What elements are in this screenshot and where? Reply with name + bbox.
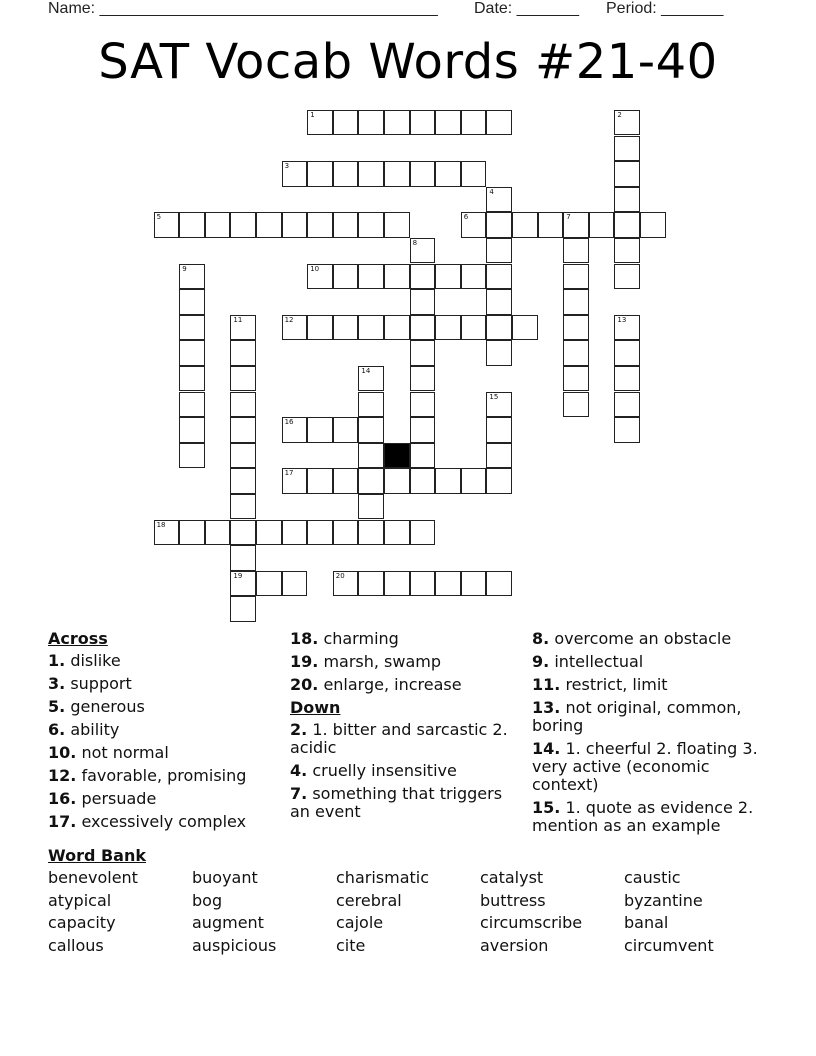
grid-cell[interactable] <box>410 161 436 187</box>
grid-cell[interactable] <box>410 468 436 494</box>
grid-cell[interactable] <box>486 468 512 494</box>
grid-cell[interactable] <box>333 264 359 290</box>
grid-cell[interactable] <box>179 315 205 341</box>
clue-number: 12 <box>284 315 294 324</box>
grid-cell[interactable] <box>256 212 282 238</box>
grid-cell[interactable] <box>230 366 256 392</box>
clue-number: 11. <box>532 675 561 694</box>
grid-cell[interactable] <box>230 443 256 469</box>
word-bank-item: caustic <box>624 868 681 887</box>
grid-cell[interactable] <box>205 212 231 238</box>
grid-cell[interactable] <box>333 110 359 136</box>
grid-cell[interactable] <box>486 571 512 597</box>
grid-cell[interactable] <box>614 212 640 238</box>
grid-cell[interactable] <box>614 417 640 443</box>
grid-cell[interactable] <box>358 571 384 597</box>
grid-cell[interactable] <box>614 315 640 341</box>
grid-cell[interactable] <box>333 468 359 494</box>
word-bank <box>48 846 768 955</box>
clue-number: 14. <box>532 739 561 758</box>
grid-cell[interactable] <box>461 110 487 136</box>
clue-number: 19. <box>290 652 319 671</box>
grid-cell[interactable] <box>486 417 512 443</box>
grid-cell[interactable] <box>358 264 384 290</box>
grid-cell[interactable] <box>307 520 333 546</box>
clue-text: overcome an obstacle <box>554 629 732 648</box>
grid-cell[interactable] <box>358 417 384 443</box>
clue-number: 20. <box>290 675 319 694</box>
grid-cell[interactable] <box>410 340 436 366</box>
grid-cell[interactable] <box>563 366 589 392</box>
grid-cell[interactable] <box>486 187 512 213</box>
black-cell <box>384 443 410 469</box>
clue-number: 16 <box>284 418 294 427</box>
clue-number: 12. <box>48 766 77 785</box>
word-bank-list <box>48 868 768 955</box>
word-bank-item: cerebral <box>336 890 402 910</box>
grid-cell[interactable] <box>358 161 384 187</box>
grid-cell[interactable] <box>410 110 436 136</box>
grid-cell[interactable] <box>486 212 512 238</box>
clue-number: 2. <box>290 720 308 739</box>
across-clue-list <box>48 652 288 831</box>
clue-number: 5 <box>156 213 162 222</box>
date-field-label[interactable]: Date: _______ <box>474 0 579 17</box>
grid-cell[interactable] <box>230 212 256 238</box>
clue-text: cruelly insensitive <box>312 761 457 780</box>
word-bank-item: capacity <box>48 913 116 932</box>
word-bank-item: circumvent <box>624 935 714 955</box>
word-bank-item: catalyst <box>480 868 544 887</box>
down-heading: Down <box>290 698 341 717</box>
grid-cell[interactable] <box>435 468 461 494</box>
clue-item <box>48 767 288 785</box>
clue-number: 2 <box>617 110 622 119</box>
grid-cell[interactable] <box>358 392 384 418</box>
grid-cell[interactable] <box>256 520 282 546</box>
clue-item <box>290 785 520 821</box>
clue-text: persuade <box>81 789 157 808</box>
grid-cell[interactable] <box>307 417 333 443</box>
clues-column-1 <box>48 630 288 836</box>
name-field-label[interactable]: Name: ______________________________________ <box>48 0 438 17</box>
clue-item <box>290 653 520 671</box>
grid-cell[interactable] <box>154 212 180 238</box>
word-bank-item: bog <box>192 890 223 910</box>
grid-cell[interactable] <box>640 212 666 238</box>
page-title: SAT Vocab Words #21-40 <box>98 34 718 90</box>
clue-item <box>48 721 288 739</box>
grid-cell[interactable] <box>333 520 359 546</box>
grid-cell[interactable] <box>230 392 256 418</box>
grid-cell[interactable] <box>384 161 410 187</box>
clue-text: 1. cheerful 2. floating 3. very active (economic context) <box>532 739 758 794</box>
grid-cell[interactable] <box>486 238 512 264</box>
grid-cell[interactable] <box>512 212 538 238</box>
grid-cell[interactable] <box>282 571 308 597</box>
grid-cell[interactable] <box>230 596 256 622</box>
grid-cell[interactable] <box>461 161 487 187</box>
grid-cell[interactable] <box>384 520 410 546</box>
grid-cell[interactable] <box>435 571 461 597</box>
grid-cell[interactable] <box>614 110 640 136</box>
grid-cell[interactable] <box>410 392 436 418</box>
clue-number: 18 <box>156 520 166 529</box>
grid-cell[interactable] <box>435 264 461 290</box>
clue-item <box>532 740 768 794</box>
word-bank-item: aversion <box>480 935 549 955</box>
clue-number: 1. <box>48 651 66 670</box>
grid-cell[interactable] <box>179 417 205 443</box>
clue-item <box>532 653 768 671</box>
clue-item <box>290 762 520 780</box>
word-bank-item: atypical <box>48 890 112 910</box>
grid-cell[interactable] <box>384 110 410 136</box>
clue-number: 17 <box>284 469 294 478</box>
clue-item <box>532 630 768 648</box>
clues-column-2 <box>290 630 520 826</box>
clue-text: something that triggers an event <box>290 784 503 821</box>
grid-cell[interactable] <box>333 161 359 187</box>
clue-item <box>48 652 288 670</box>
clue-item <box>48 790 288 808</box>
word-bank-item: circumscribe <box>480 913 583 932</box>
grid-cell[interactable] <box>179 520 205 546</box>
grid-cell[interactable] <box>358 315 384 341</box>
word-bank-item: banal <box>624 913 669 932</box>
word-bank-item: buoyant <box>192 868 258 887</box>
grid-cell[interactable] <box>384 212 410 238</box>
grid-cell[interactable] <box>307 468 333 494</box>
grid-cell[interactable] <box>410 238 436 264</box>
grid-cell[interactable] <box>486 315 512 341</box>
grid-cell[interactable] <box>256 571 282 597</box>
grid-cell[interactable] <box>154 520 180 546</box>
clue-item <box>290 676 520 694</box>
clue-number: 9. <box>532 652 550 671</box>
grid-cell[interactable] <box>563 212 589 238</box>
grid-cell[interactable] <box>461 468 487 494</box>
grid-cell[interactable] <box>563 392 589 418</box>
word-bank-item: auspicious <box>192 935 277 955</box>
clue-number: 6. <box>48 720 66 739</box>
clue-text: 1. quote as evidence 2. mention as an example <box>532 798 754 835</box>
grid-cell[interactable] <box>410 366 436 392</box>
grid-cell[interactable] <box>179 443 205 469</box>
grid-cell[interactable] <box>461 315 487 341</box>
grid-cell[interactable] <box>410 443 436 469</box>
clue-text: ability <box>70 720 120 739</box>
word-bank-item: callous <box>48 935 104 955</box>
clue-number: 1 <box>310 110 315 119</box>
word-bank-item: benevolent <box>48 868 138 887</box>
grid-cell[interactable] <box>538 212 564 238</box>
grid-cell[interactable] <box>589 212 615 238</box>
grid-cell[interactable] <box>307 315 333 341</box>
word-bank-item: cajole <box>336 913 384 932</box>
grid-cell[interactable] <box>410 289 436 315</box>
grid-cell[interactable] <box>486 110 512 136</box>
grid-cell[interactable] <box>486 340 512 366</box>
grid-cell[interactable] <box>230 520 256 546</box>
clue-text: enlarge, increase <box>323 675 462 694</box>
word-bank-item: augment <box>192 913 264 932</box>
word-bank-heading: Word Bank <box>48 846 147 865</box>
grid-cell[interactable] <box>358 468 384 494</box>
grid-cell[interactable] <box>614 161 640 187</box>
grid-cell[interactable] <box>230 340 256 366</box>
grid-cell[interactable] <box>410 520 436 546</box>
clue-item <box>48 698 288 716</box>
grid-cell[interactable] <box>230 545 256 571</box>
grid-cell[interactable] <box>179 264 205 290</box>
grid-cell[interactable] <box>563 264 589 290</box>
clue-number: 6 <box>463 213 469 222</box>
grid-cell[interactable] <box>435 315 461 341</box>
grid-cell[interactable] <box>614 264 640 290</box>
grid-cell[interactable] <box>486 392 512 418</box>
grid-cell[interactable] <box>333 315 359 341</box>
grid-cell[interactable] <box>179 289 205 315</box>
grid-cell[interactable] <box>282 161 308 187</box>
grid-cell[interactable] <box>358 366 384 392</box>
clue-item <box>48 744 288 762</box>
grid-cell[interactable] <box>410 315 436 341</box>
clue-number: 3. <box>48 674 66 693</box>
clue-number: 9 <box>182 264 187 273</box>
clue-text: favorable, promising <box>81 766 247 785</box>
clue-number: 3 <box>284 162 290 171</box>
clue-number: 13. <box>532 698 561 717</box>
grid-cell[interactable] <box>179 212 205 238</box>
grid-cell[interactable] <box>358 443 384 469</box>
clues-column-3 <box>532 630 768 840</box>
grid-cell[interactable] <box>435 110 461 136</box>
grid-cell[interactable] <box>486 289 512 315</box>
word-bank-item: cite <box>336 935 366 955</box>
grid-cell[interactable] <box>614 136 640 162</box>
grid-cell[interactable] <box>179 366 205 392</box>
clue-text: excessively complex <box>81 812 247 831</box>
clue-number: 10 <box>310 264 320 273</box>
grid-cell[interactable] <box>563 315 589 341</box>
grid-cell[interactable] <box>486 264 512 290</box>
grid-cell[interactable] <box>282 212 308 238</box>
grid-cell[interactable] <box>410 264 436 290</box>
clue-text: support <box>70 674 132 693</box>
word-bank-item: charismatic <box>336 868 430 887</box>
clue-text: 1. bitter and sarcastic 2. acidic <box>290 720 508 757</box>
down-clue-list <box>290 721 520 821</box>
grid-cell[interactable] <box>358 494 384 520</box>
grid-cell[interactable] <box>205 520 231 546</box>
clue-number: 4 <box>489 187 494 196</box>
clue-text: not original, common, boring <box>532 698 742 735</box>
grid-cell[interactable] <box>230 315 256 341</box>
grid-cell[interactable] <box>563 340 589 366</box>
clue-text: intellectual <box>554 652 644 671</box>
down-clue-list-continued <box>532 630 768 835</box>
grid-cell[interactable] <box>358 520 384 546</box>
clue-text: restrict, limit <box>565 675 668 694</box>
grid-cell[interactable] <box>512 315 538 341</box>
grid-cell[interactable] <box>384 264 410 290</box>
grid-cell[interactable] <box>307 212 333 238</box>
clue-number: 20 <box>335 571 345 580</box>
grid-cell[interactable] <box>358 212 384 238</box>
word-bank-item: byzantine <box>624 890 703 910</box>
grid-cell[interactable] <box>461 212 487 238</box>
grid-cell[interactable] <box>384 468 410 494</box>
clue-item <box>290 630 520 648</box>
grid-cell[interactable] <box>384 571 410 597</box>
grid-cell[interactable] <box>435 161 461 187</box>
grid-cell[interactable] <box>614 340 640 366</box>
grid-cell[interactable] <box>614 187 640 213</box>
grid-cell[interactable] <box>563 289 589 315</box>
clue-number: 4. <box>290 761 308 780</box>
grid-cell[interactable] <box>282 520 308 546</box>
clue-number: 10. <box>48 743 77 762</box>
grid-cell[interactable] <box>230 494 256 520</box>
grid-cell[interactable] <box>384 315 410 341</box>
clue-number: 15. <box>532 798 561 817</box>
grid-cell[interactable] <box>333 212 359 238</box>
grid-cell[interactable] <box>333 571 359 597</box>
grid-cell[interactable] <box>307 161 333 187</box>
period-field-label[interactable]: Period: _______ <box>606 0 724 17</box>
grid-cell[interactable] <box>614 392 640 418</box>
grid-cell[interactable] <box>461 571 487 597</box>
clue-text: generous <box>70 697 145 716</box>
grid-cell[interactable] <box>486 443 512 469</box>
grid-cell[interactable] <box>461 264 487 290</box>
clue-text: not normal <box>81 743 169 762</box>
grid-cell[interactable] <box>410 417 436 443</box>
grid-cell[interactable] <box>282 468 308 494</box>
grid-cell[interactable] <box>307 264 333 290</box>
clue-item <box>48 813 288 831</box>
clue-number: 19 <box>233 571 243 580</box>
grid-cell[interactable] <box>179 340 205 366</box>
clue-number: 8. <box>532 629 550 648</box>
grid-cell[interactable] <box>307 110 333 136</box>
clue-text: dislike <box>70 651 121 670</box>
clue-number: 11 <box>233 315 243 324</box>
clue-number: 14 <box>361 366 371 375</box>
clue-number: 16. <box>48 789 77 808</box>
grid-cell[interactable] <box>282 315 308 341</box>
clue-number: 13 <box>617 315 627 324</box>
grid-cell[interactable] <box>563 238 589 264</box>
grid-cell[interactable] <box>410 571 436 597</box>
grid-cell[interactable] <box>333 417 359 443</box>
clue-item <box>532 699 768 735</box>
grid-cell[interactable] <box>614 238 640 264</box>
clue-text: marsh, swamp <box>323 652 442 671</box>
grid-cell[interactable] <box>614 366 640 392</box>
grid-cell[interactable] <box>358 110 384 136</box>
grid-cell[interactable] <box>282 417 308 443</box>
clue-item <box>48 675 288 693</box>
grid-cell[interactable] <box>230 417 256 443</box>
clue-number: 15 <box>489 392 499 401</box>
clue-number: 8 <box>412 238 418 247</box>
clue-text: charming <box>323 629 399 648</box>
across-clue-list-continued <box>290 630 520 694</box>
grid-cell[interactable] <box>179 392 205 418</box>
clue-number: 5. <box>48 697 66 716</box>
word-bank-item: buttress <box>480 890 546 910</box>
clue-number: 7. <box>290 784 308 803</box>
clue-number: 17. <box>48 812 77 831</box>
across-heading: Across <box>48 629 108 648</box>
clue-number: 7 <box>566 213 571 222</box>
clue-item <box>290 721 520 757</box>
grid-cell[interactable] <box>230 468 256 494</box>
clue-number: 18. <box>290 629 319 648</box>
clue-item <box>532 799 768 835</box>
clue-item <box>532 676 768 694</box>
grid-cell[interactable] <box>230 571 256 597</box>
